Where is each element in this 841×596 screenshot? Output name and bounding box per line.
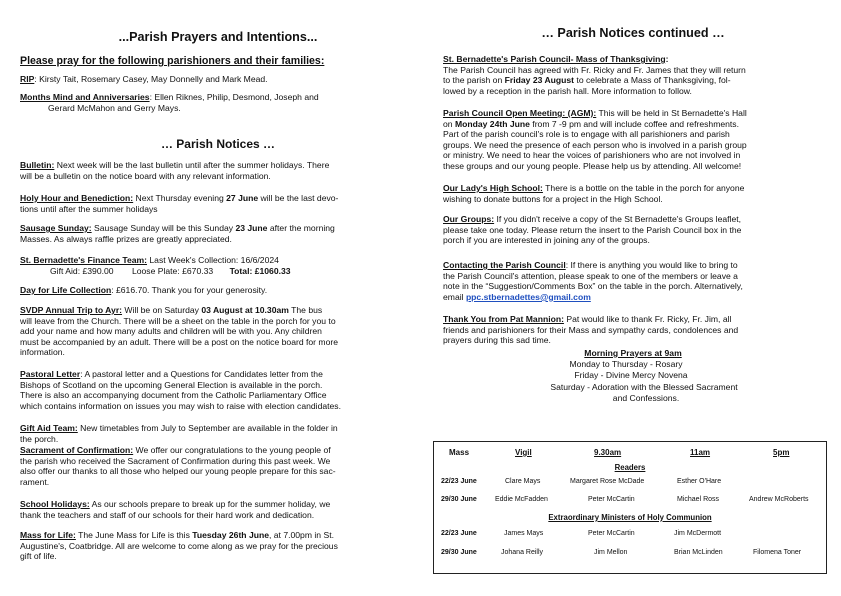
svdp-trip-notice: SVDP Annual Trip to Ayr: Will be on Saturday 03 August at 10.30am The bus will leave from the Church. There will be a sheet on the table in the porch for you to add your name and how many adults and children will be with you. Any children must be accompanied by an adult. There will be a post on the notice board for more information. xyxy=(20,305,338,358)
thank-you-notice: Thank You from Pat Mannion: Pat would like to thank Fr. Ricky, Fr. Jim, all friends and parishioners for their Mass and sympathy cards, condolences and prayers during this sad time. xyxy=(443,314,739,346)
parish-notices-title: … Parish Notices … xyxy=(160,137,276,151)
finance-loose-plate: Loose Plate: £670.33 xyxy=(131,265,214,276)
prayers-title: ...Parish Prayers and Intentions... xyxy=(118,30,318,44)
rota-header-930: 9.30am xyxy=(594,448,622,457)
rota-table xyxy=(433,441,827,574)
finance-gift-aid: Gift Aid: £390.00 xyxy=(50,265,114,276)
morning-prayers-title: Morning Prayers at 9am xyxy=(584,348,682,358)
right-column xyxy=(443,0,823,440)
ladys-high-school-notice: Our Lady's High School: There is a bottle on the table in the porch for anyone wishing to donate buttons for a project in the High School. xyxy=(443,183,745,204)
ministers-title: Extraordinary Ministers of Holy Communion xyxy=(548,513,712,522)
rota-header-11am: 11am xyxy=(690,448,711,457)
pray-heading: Please pray for the following parishioners and their families: xyxy=(20,55,325,67)
readers-title: Readers xyxy=(614,463,646,472)
rip-item: RIP: Kirsty Tait, Rosemary Casey, May Donnelly and Mark Mead. xyxy=(20,74,268,84)
table-row: 22/23 June James Mays Peter McCartin Jim McDermott xyxy=(441,530,722,537)
bulletin-notice: Bulletin: Next week will be the last bulletin until after the summer holidays. There will be a bulletin on the notice board with any relevant information. xyxy=(20,160,330,181)
table-row: 29/30 June Johana Reilly Jim Mellon Brian McLinden Filomena Toner xyxy=(441,549,802,556)
rota-header-5pm: 5pm xyxy=(773,448,790,457)
school-holidays-notice: School Holidays: As our schools prepare to break up for the summer holiday, we thank the teachers and staff of our schools for their hard work and dedication. xyxy=(20,499,331,520)
our-groups-notice: Our Groups: If you didn't receive a copy of the St Bernadette's Groups leaflet, please take one today. Please return the insert to the Parish Council box in the porch if you are interested in joining any of the groups. xyxy=(443,214,742,246)
pastoral-letter-notice: Pastoral Letter: A pastoral letter and a Questions for Candidates letter from the Bishops of Scotland on the upcoming General Election is available in the porch. There is also an accompanying document from the Catholic Parliamentary Office which contains information on issues you may wish to raise with election candidates. xyxy=(20,369,341,411)
gift-aid-team-notice: Gift Aid Team: New timetables from July to September are available in the folder in the porch. xyxy=(20,423,338,444)
rota-header-mass: Mass xyxy=(449,448,470,457)
table-row: 22/23 June Clare Mays Margaret Rose McDade Esther O'Hare xyxy=(441,478,722,485)
rota-header-vigil: Vigil xyxy=(515,448,532,457)
table-row: 29/30 June Eddie McFadden Peter McCartin Michael Ross Andrew McRoberts xyxy=(441,496,809,503)
months-mind-item: Months Mind and Anniversaries: Ellen Riknes, Philip, Desmond, Joseph and Gerard McMahon and Gerry Mays. xyxy=(20,92,319,113)
sausage-sunday-notice: Sausage Sunday: Sausage Sunday will be this Sunday 23 June after the morning Masses. As always raffle prizes are greatly appreciated. xyxy=(20,223,335,244)
holy-hour-notice: Holy Hour and Benediction: Next Thursday evening 27 June will be the last devo- tions until after the summer holidays xyxy=(20,193,339,214)
agm-notice: Parish Council Open Meeting: (AGM): This will be held in St Bernadette's Hall on Monday 24th June from 7 -9 pm and will include coffee and refreshments. Part of the parish council's role is to engage with all parishioners and parish groups. We need the presence of each person who is involved in a parish group or ministry. We need to hear the voices of parishioners who are not involved in these groups and our young people. Please help us by attending. All welcome! xyxy=(443,108,747,171)
council-email-link[interactable]: ppc.stbernadettes@gmail.com xyxy=(465,291,591,302)
notices-continued-title: … Parish Notices continued … xyxy=(541,26,725,40)
day-for-life-notice: Day for Life Collection: £616.70. Thank you for your generosity. xyxy=(20,285,268,295)
confirmation-notice: Sacrament of Confirmation: We offer our congratulations to the young people of the parish who received the Sacrament of Confirmation during this past week. We also offer our thanks to all those who helped our young people prepare for this sac- rament. xyxy=(20,445,336,487)
thanksgiving-notice: St. Bernadette's Parish Council- Mass of Thanksgiving: The Parish Council has agreed with Fr. Ricky and Fr. James that they will return to the parish on Friday 23 August to celebrate a Mass of Thanksgiving, fol- lowed by a reception in the parish hall. More information to follow. xyxy=(443,54,746,96)
left-column xyxy=(20,0,416,596)
morning-prayers: Morning Prayers at 9am Monday to Thursday - Rosary Friday - Divine Mercy Novena Saturday - Adoration with the Blessed Sacrament and Confessions. xyxy=(443,348,823,403)
contact-council-notice: Contacting the Parish Council: If there is anything you would like to bring to the Parish Council's attention, please speak to one of the members or leave a note in the “Suggestion/Comments Box” on the table in the porch. Alternatively, email ppc.stbernadettes@gmail.com xyxy=(443,260,743,302)
finance-notice: St. Bernadette's Finance Team: Last Week's Collection: 16/6/2024 Gift Aid: £390.00 Loose Plate: £670.33 Total: £1060.33 xyxy=(20,255,291,276)
finance-total: Total: £1060.33 xyxy=(229,265,291,276)
rota-header-row xyxy=(434,448,826,460)
mass-for-life-notice: Mass for Life: The June Mass for Life is this Tuesday 26th June, at 7.00pm in St. Augustine's, Coatbridge. All are welcome to come along as we pray for the precious gift of life. xyxy=(20,530,338,562)
